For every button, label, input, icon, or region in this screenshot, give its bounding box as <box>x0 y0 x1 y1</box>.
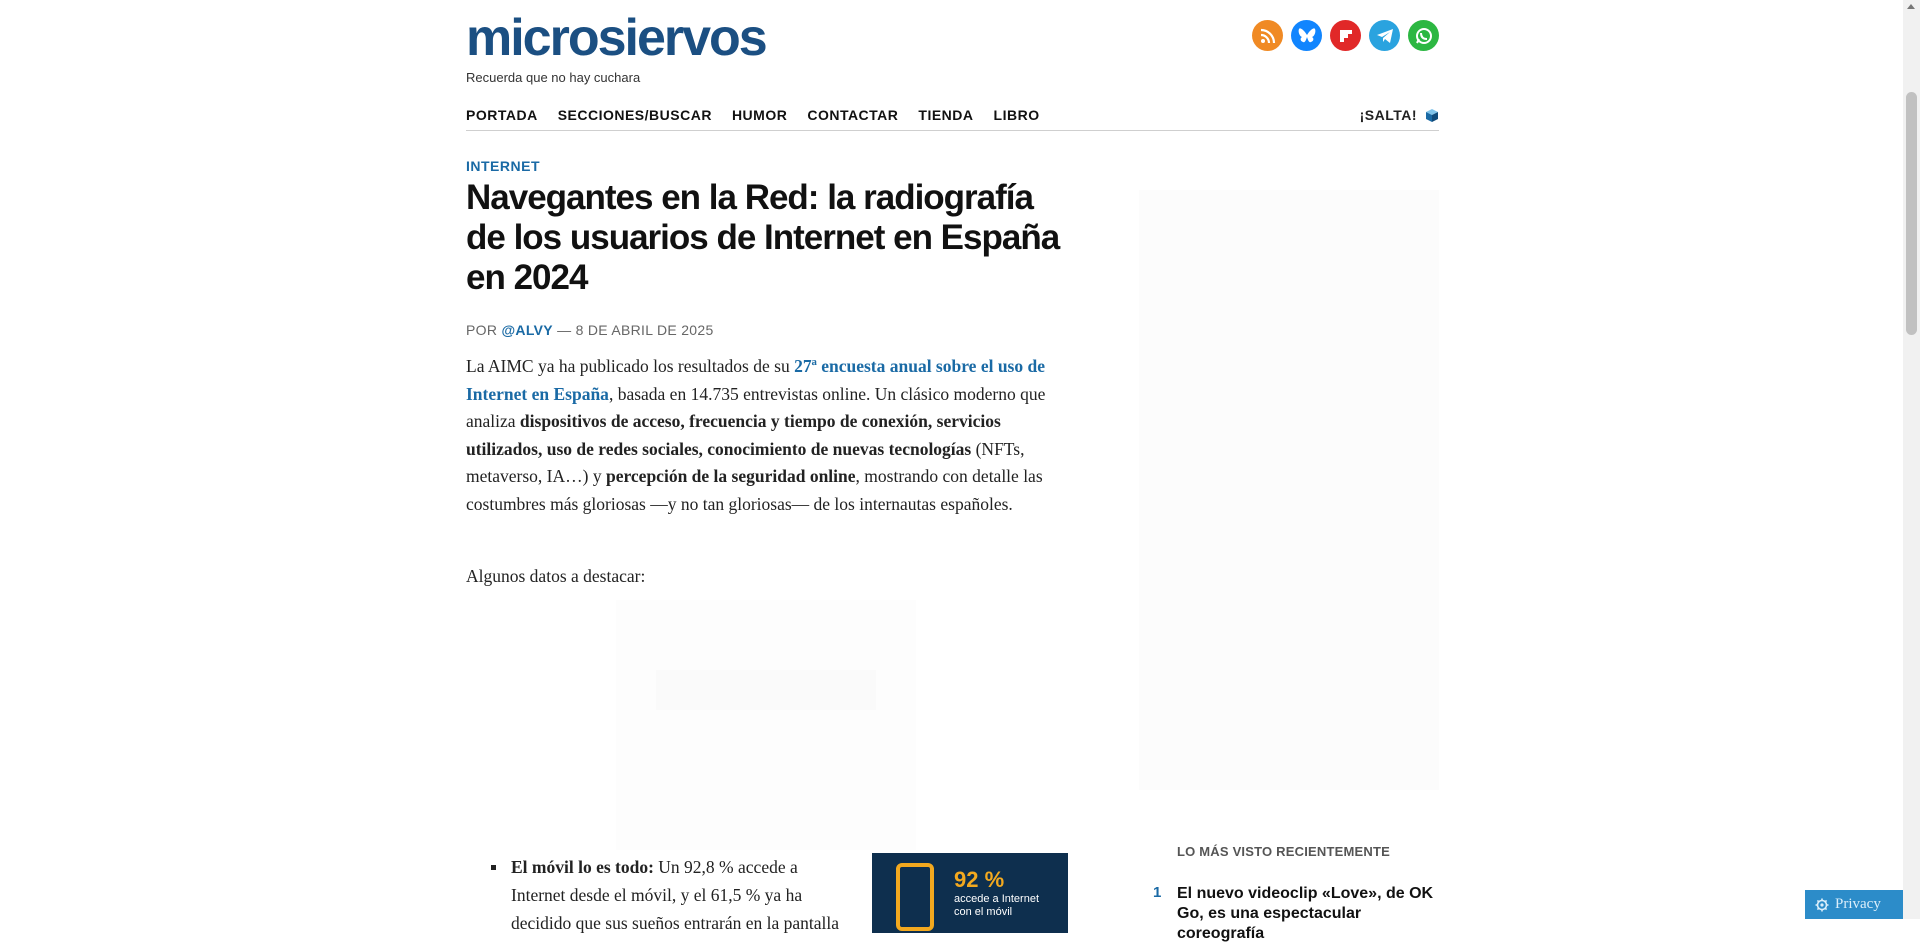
bullet-marker <box>491 865 496 870</box>
article-byline <box>466 322 714 338</box>
ad-placeholder <box>616 600 916 850</box>
intro-text: La AIMC ya ha publicado los resultados de su <box>466 356 795 376</box>
rss-icon[interactable] <box>1252 20 1283 51</box>
scroll-up-arrow[interactable] <box>1907 4 1915 9</box>
intro-text: , basada en 14.735 entrevistas online. Un clásico moderno que analiza <box>466 383 1046 432</box>
nav-item-secciones-buscar[interactable]: SECCIONES/BUSCAR <box>557 107 712 123</box>
bullet-bold: El móvil lo es todo: <box>511 857 654 877</box>
page-scrollbar[interactable] <box>1903 0 1920 919</box>
scrollbar-thumb[interactable] <box>1906 92 1917 335</box>
nav-item-humor[interactable]: HUMOR <box>731 107 788 123</box>
nav-item-portada[interactable]: PORTADA <box>466 107 538 123</box>
nav-item-contactar[interactable]: CONTACTAR <box>807 107 899 123</box>
article-category[interactable]: INTERNET <box>466 158 540 174</box>
nav-item-libro[interactable]: LIBRO <box>993 107 1040 123</box>
nav-item-tienda[interactable]: TIENDA <box>918 107 974 123</box>
article-title: Navegantes en la Red: la radiografía de los usuarios de Internet en España en 2024 <box>466 178 1060 297</box>
privacy-button[interactable] <box>1805 890 1903 919</box>
sidebar-item-number: 1 <box>1153 884 1162 901</box>
main-navigation <box>466 104 1439 131</box>
flipboard-icon[interactable] <box>1330 20 1361 51</box>
salta-link[interactable] <box>1360 104 1439 126</box>
intro-text: , mostrando con detalle las costumbres más gloriosas —y no tan gloriosas— de los internautas españoles. <box>466 466 1043 514</box>
sidebar-item-title[interactable]: El nuevo videoclip «Love», de OK Go, es una espectacular coreografía <box>1177 885 1434 942</box>
article-intro <box>466 353 1066 519</box>
article-paragraph: Algunos datos a destacar: <box>466 566 646 586</box>
whatsapp-icon[interactable] <box>1408 20 1439 51</box>
intro-bold: dispositivos de acceso, frecuencia y tiempo de conexión, servicios utilizados, uso de redes sociales, conocimiento de nuevas tecnologías <box>466 411 1001 459</box>
byline-separator: — <box>552 322 576 338</box>
sidebar-ad-placeholder <box>1139 190 1439 790</box>
intro-bold: percepción de la seguridad online <box>605 466 856 487</box>
infographic-image <box>872 853 1068 933</box>
privacy-label: Privacy <box>1835 896 1881 912</box>
survey-link[interactable]: 27ª encuesta anual sobre el uso de Internet en España <box>466 356 1045 404</box>
salta-label: ¡SALTA! <box>1359 107 1417 123</box>
telegram-icon[interactable] <box>1369 20 1400 51</box>
site-logo[interactable]: microsiervos <box>466 9 766 67</box>
gear-icon <box>1815 898 1829 912</box>
byline-prefix: POR <box>466 322 498 338</box>
site-tagline: Recuerda que no hay cuchara <box>466 70 641 85</box>
ad-placeholder-inner <box>656 670 876 710</box>
infographic-caption: accede a Internet con el móvil <box>954 893 1040 918</box>
intro-text: (NFTs, metaverso, IA…) y <box>466 438 1025 487</box>
phone-icon <box>896 863 934 931</box>
social-links <box>1252 20 1439 51</box>
list-item <box>511 853 841 937</box>
bluesky-icon[interactable] <box>1291 20 1322 51</box>
sidebar-heading: LO MÁS VISTO RECIENTEMENTE <box>1177 844 1390 859</box>
article-date: 8 DE ABRIL DE 2025 <box>575 322 714 338</box>
author-link[interactable]: @ALVY <box>501 322 553 338</box>
cube-icon <box>1425 108 1439 123</box>
infographic-percentage: 92 % <box>954 867 1005 892</box>
bullet-text: Un 92,8 % accede a Internet desde el móvil, y el 61,5 % ya ha decidido que sus sueños entrarán en la pantalla <box>511 857 840 933</box>
